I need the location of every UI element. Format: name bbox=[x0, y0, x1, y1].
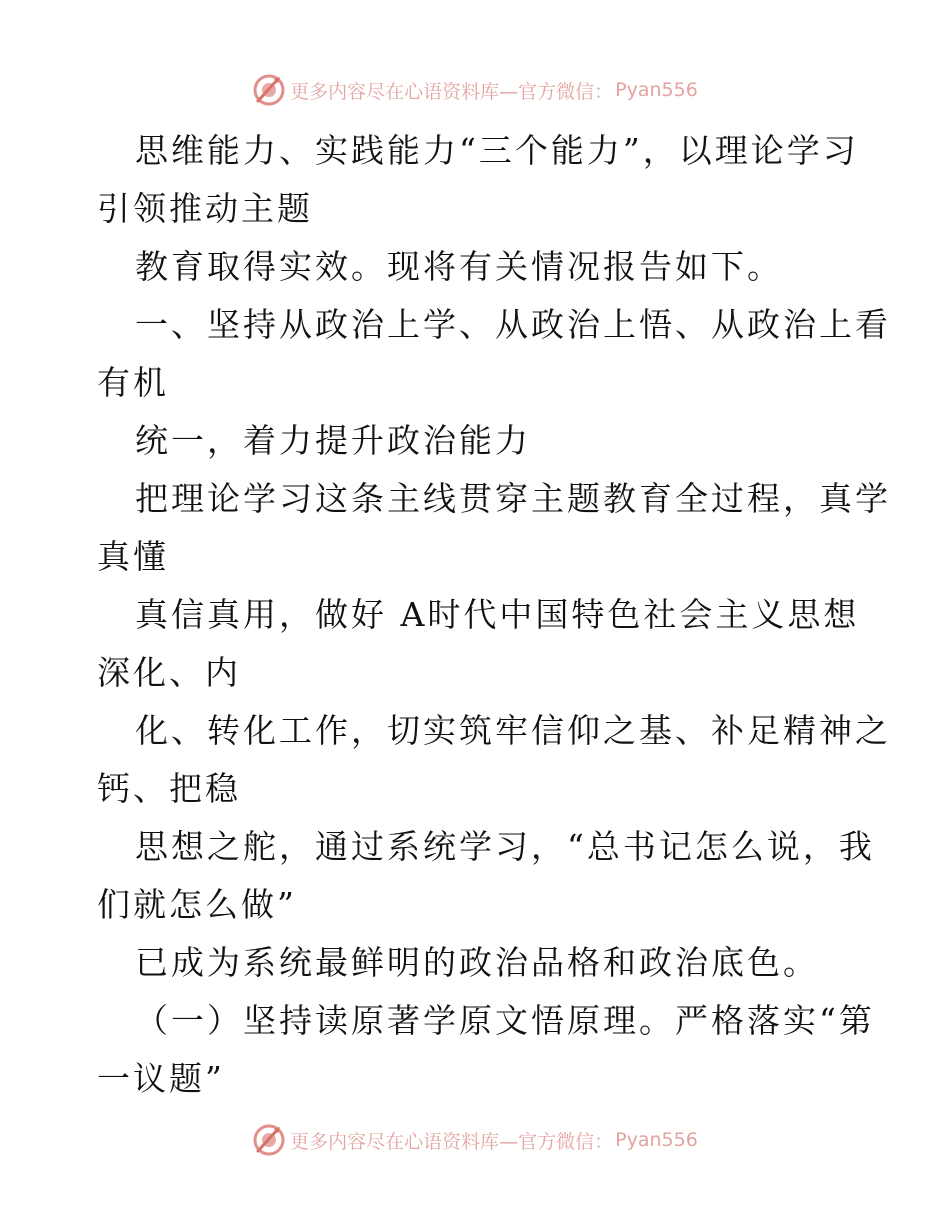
watermark-id: Pyan556 bbox=[615, 1129, 698, 1151]
text-line: 思想之舵，通过系统学习，“总书记怎么说，我 bbox=[135, 827, 875, 866]
text-line: 钙、把稳 bbox=[97, 769, 241, 808]
text-line: 统一，着力提升政治能力 bbox=[135, 421, 531, 460]
text-line: 真懂 bbox=[97, 537, 169, 576]
watermark-logo-icon bbox=[252, 1123, 286, 1157]
text-line: 有机 bbox=[97, 363, 169, 402]
text-line: 化、转化工作，切实筑牢信仰之基、补足精神之 bbox=[135, 711, 891, 750]
text-line: 一议题” bbox=[97, 1059, 225, 1098]
text-line: 教育取得实效。现将有关情况报告如下。 bbox=[135, 247, 783, 286]
text-line: 一、坚持从政治上学、从政治上悟、从政治上看 bbox=[135, 305, 891, 344]
footer-watermark bbox=[0, 1120, 950, 1160]
text-line: 引领推动主题 bbox=[97, 189, 313, 228]
header-watermark bbox=[0, 70, 950, 110]
text-line: 真信真用，做好 A时代中国特色社会主义思想 bbox=[135, 595, 860, 634]
text-line: 思维能力、实践能力“三个能力”，以理论学习 bbox=[135, 131, 859, 170]
watermark-id: Pyan556 bbox=[615, 79, 698, 101]
watermark-text: 更多内容尽在心语资料库—官方微信： bbox=[290, 80, 614, 103]
text-line: 们就怎么做” bbox=[97, 885, 297, 924]
text-line: 把理论学习这条主线贯穿主题教育全过程，真学 bbox=[135, 479, 891, 518]
watermark-logo-icon bbox=[252, 73, 286, 107]
document-body bbox=[97, 122, 891, 1108]
text-line: （一）坚持读原著学原文悟原理。严格落实“第 bbox=[135, 1001, 875, 1040]
text-line: 已成为系统最鲜明的政治品格和政治底色。 bbox=[135, 943, 819, 982]
watermark-text: 更多内容尽在心语资料库—官方微信： bbox=[290, 1130, 614, 1153]
text-line: 深化、内 bbox=[97, 653, 241, 692]
